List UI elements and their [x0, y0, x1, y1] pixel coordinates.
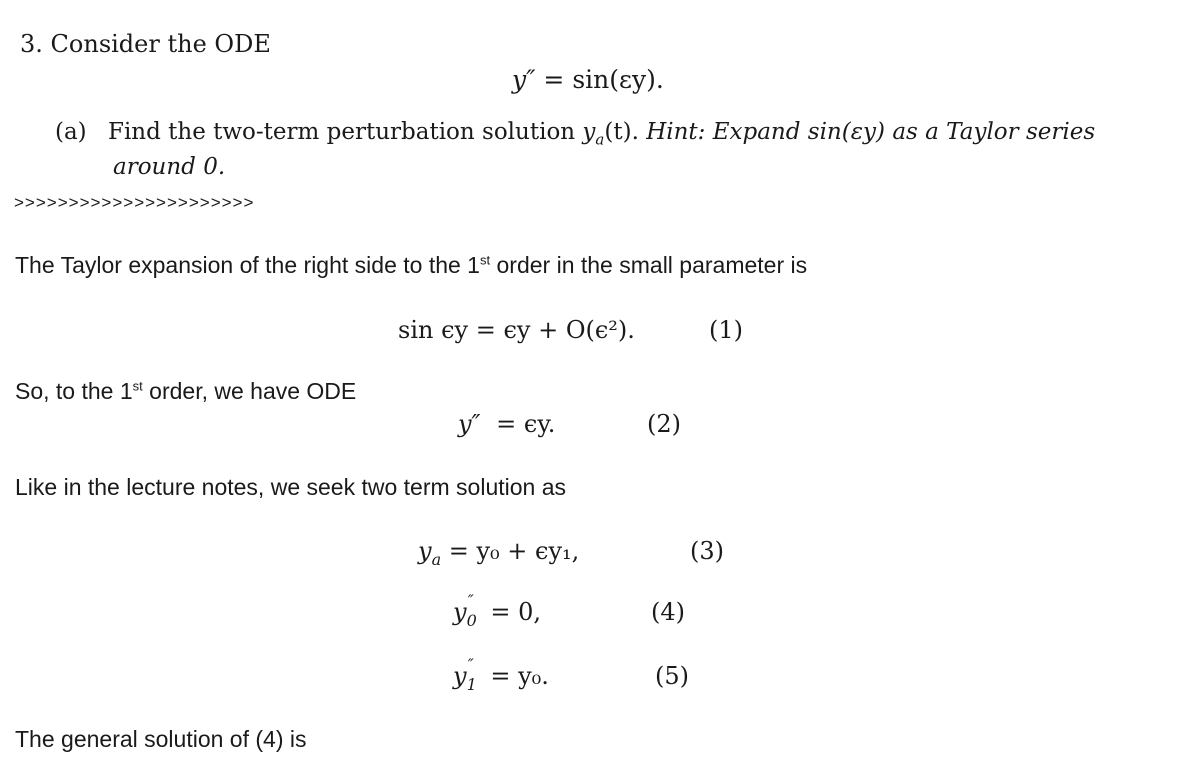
- y0-double-prime: $y_0''$: [453, 591, 477, 630]
- cutoff-paren-marks: [678, 762, 718, 763]
- general-solution-text: The general solution of (4) is: [15, 726, 307, 752]
- part-a-label: (a): [55, 119, 87, 145]
- equation-5: [453, 655, 549, 694]
- equation-2-lhs: y″: [458, 410, 481, 438]
- equation-2-number: (2): [647, 410, 681, 438]
- equation-1: sin ϵy = ϵy + O(ϵ²).: [398, 316, 635, 344]
- equation-5-number: (5): [655, 662, 689, 690]
- part-a-hint-text: Expand sin(εy) as a Taylor series: [712, 119, 1096, 145]
- so-text: So, to the 1st order, we have ODE: [15, 378, 357, 404]
- problem-ode: [512, 65, 664, 94]
- cutoff-equation-number-fragment: [678, 757, 718, 763]
- ode-rhs: = sin(εy).: [543, 65, 664, 94]
- part-a-line1: [55, 119, 1096, 149]
- problem-prompt: Consider the ODE: [50, 30, 271, 58]
- part-a-line2: around 0.: [113, 154, 226, 180]
- equation-3-rhs: = y₀ + ϵy₁,: [448, 537, 580, 565]
- y1-double-prime: $y_1''$: [453, 655, 477, 694]
- equation-4-rhs: = 0,: [490, 598, 542, 626]
- ode-lhs: y″: [512, 65, 536, 94]
- like-text: Like in the lecture notes, we seek two term solution as: [15, 474, 567, 500]
- problem-heading: [20, 30, 271, 58]
- equation-1-number: (1): [709, 316, 743, 344]
- equation-2-rhs: = ϵy.: [496, 410, 556, 438]
- part-a-text: Find the two-term perturbation solution: [107, 119, 576, 145]
- part-a-hint-label: Hint:: [646, 119, 706, 145]
- equation-2: [458, 410, 555, 438]
- equation-4-number: (4): [651, 598, 685, 626]
- part-a-ya: $y_a$: [582, 119, 605, 149]
- separator: >>>>>>>>>>>>>>>>>>>>>>: [14, 193, 255, 212]
- cutoff-equation-fragment: [510, 759, 550, 765]
- taylor-intro: The Taylor expansion of the right side to the 1st order in the small parameter is: [15, 252, 808, 278]
- equation-3-number: (3): [690, 537, 724, 565]
- problem-number: 3.: [20, 30, 43, 58]
- ya-symbol: $y_a$: [418, 537, 442, 569]
- equation-4: [453, 591, 542, 630]
- part-a-ya-arg: (t).: [604, 119, 639, 145]
- equation-3: [418, 537, 580, 569]
- equation-5-rhs: = y₀.: [490, 662, 549, 690]
